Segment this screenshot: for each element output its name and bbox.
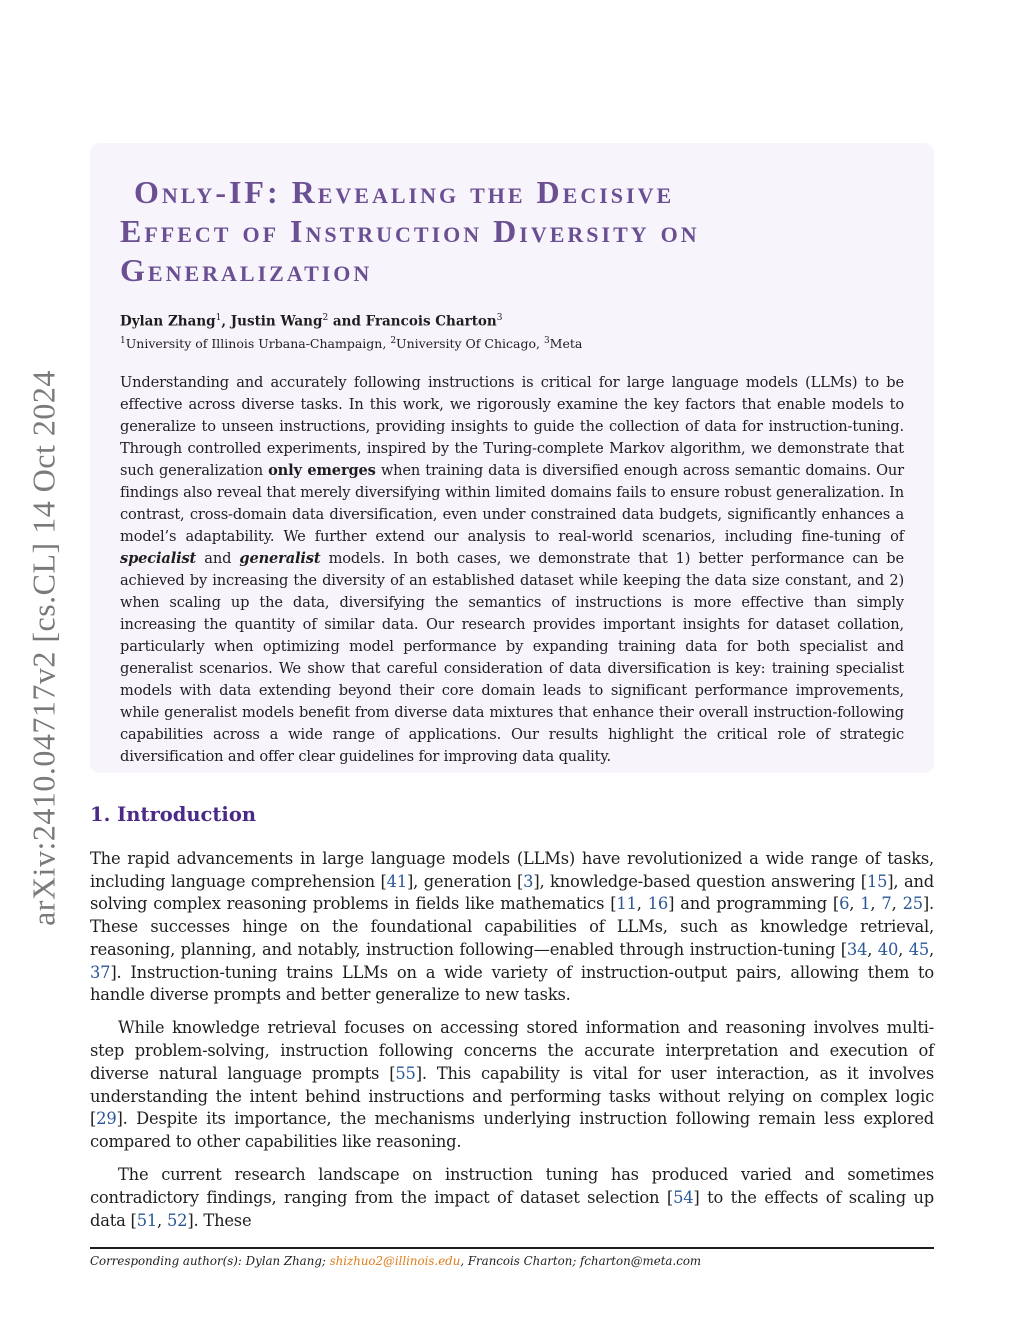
email-link[interactable]: shizhuo2@illinois.edu [329, 1254, 461, 1268]
citation-link[interactable]: 16 [647, 894, 669, 914]
abstract-emphasis-specialist: specialist [120, 549, 197, 567]
paper-title [120, 173, 904, 290]
body-text-run: ] and programming [ [668, 894, 840, 914]
author-affiliation-marker: 3 [496, 313, 503, 323]
body-text-run: ]. Despite its importance, the mechanisms underlying instruction following remain less explored compared to other capabilities like reasoning. [90, 1109, 934, 1151]
body-text-run: , [891, 894, 903, 914]
citation-link[interactable]: 55 [395, 1063, 416, 1083]
footnote-rule [90, 1247, 934, 1249]
footnote-text: , Francois Charton; [460, 1254, 581, 1268]
citation-link[interactable]: 34 [846, 939, 868, 959]
citation-link[interactable]: 15 [866, 871, 888, 891]
affiliation-marker: 1 [120, 335, 126, 346]
author-affiliation-marker: 1 [215, 313, 222, 323]
affiliation-name: University of Illinois Urbana-Champaign, [125, 335, 391, 351]
abstract-paragraph [120, 372, 904, 768]
citation-link[interactable]: 3 [523, 871, 534, 891]
affiliations [120, 331, 904, 354]
intro-paragraph-1 [90, 848, 934, 1007]
abstract-bold-phrase: only emerges [268, 461, 376, 479]
body-text-run: ]. Instruction-tuning trains LLMs on a wide variety of instruction-output pairs, allowing them to handle diverse prompts and better generalize to new tasks. [90, 962, 934, 1005]
abstract-text-part: models. In both cases, we demonstrate that 1) better performance can be achieved by increasing the diversity of an established dataset while keeping the data size constant, and 2) when scaling up the data, diversifying the semantics of instructions is more effective than simply increasing the quantity of similar data. Our research provides important insights for dataset collation, particularly when optimizing model performance by expanding training data for both specialist and generalist scenarios. We show that careful consideration of data diversification is key: training specialist models with data extending beyond their core domain leads to significant performance improvements, while generalist models benefit from diverse data mixtures that enhance their overall instruction-following capabilities across a wide range of applications. Our results highlight the critical role of strategic diversification and offer clear guidelines for improving data quality. [120, 549, 904, 765]
body-text-run: , [849, 894, 861, 914]
body-text-run: , [636, 894, 648, 914]
body-text-run: , [867, 939, 878, 959]
citation-link[interactable]: 41 [386, 871, 407, 891]
citation-link[interactable]: 52 [167, 1210, 188, 1230]
body-text-run: ]. This capability is vital for user interaction, as it involves understanding the intent behind instructions and performing tasks without relying on complex logic [ [90, 1063, 935, 1129]
affiliation-name: University Of Chicago, [396, 335, 544, 351]
body-text-run: , [929, 939, 934, 959]
title-line-3: Generalization [120, 252, 373, 288]
affiliation-marker: 2 [390, 335, 397, 346]
citation-link[interactable]: 54 [673, 1187, 694, 1207]
author-affiliation-marker: 2 [322, 313, 329, 323]
body-text-run: ]. These successes hinge on the foundational capabilities of LLMs, such as knowledge retrieval, reasoning, planning, and notably, instruction following—enabled through instruction-tuning [ [90, 894, 935, 959]
citation-link[interactable]: 25 [902, 894, 923, 914]
citation-link[interactable]: 1 [860, 894, 871, 914]
footnote-text: Corresponding author(s): Dylan Zhang; [90, 1254, 330, 1268]
title-abstract-box [90, 143, 934, 773]
body-text-run: The rapid advancements in large language models (LLMs) have revolutionized a wide range of tasks, including language comprehension [ [90, 849, 934, 891]
body-text-run: ], knowledge-based question answering [ [533, 871, 867, 891]
abstract-text-part: and [196, 549, 240, 567]
author-separator: and [328, 313, 366, 330]
section-heading-introduction: 1. Introduction [90, 803, 257, 826]
title-line-2: Effect of Instruction Diversity on [120, 213, 700, 249]
body-text-run: ]. These [187, 1210, 252, 1230]
corresponding-author-footnote [90, 1254, 701, 1268]
citation-link[interactable]: 40 [877, 939, 899, 959]
affiliation-name: Meta [549, 335, 583, 351]
body-text-run: , [898, 939, 909, 959]
body-text-run: , [157, 1210, 167, 1230]
affiliation-marker: 3 [543, 335, 550, 346]
introduction-body [90, 848, 934, 1243]
intro-paragraph-3 [90, 1164, 934, 1232]
citation-link[interactable]: 7 [881, 894, 892, 914]
abstract-emphasis-generalist: generalist [239, 549, 321, 567]
citation-link[interactable]: 37 [90, 962, 111, 982]
arxiv-identifier-stamp: arXiv:2410.04717v2 [cs.CL] 14 Oct 2024 [25, 370, 62, 926]
author-separator: , [221, 313, 231, 330]
body-text-run: ] to the effects of scaling up data [ [90, 1187, 934, 1230]
citation-link[interactable]: 45 [908, 939, 930, 959]
body-text-run: The current research landscape on instruction tuning has produced varied and sometimes contradictory findings, ranging from the impact of dataset selection [ [90, 1165, 934, 1207]
citation-link[interactable]: 6 [839, 894, 850, 914]
citation-link[interactable]: 29 [96, 1109, 117, 1129]
author-name: Justin Wang [230, 313, 323, 330]
abstract-text-part: when training data is diversified enough across semantic domains. Our findings also reveal that merely diversifying within limited domains fails to ensure robust generalization. In contrast, cross-domain data diversification, even under constrained data budgets, significantly enhances a model’s adaptability. We further extend our analysis to real-world scenarios, including fine-tuning of [120, 461, 904, 545]
intro-paragraph-2 [90, 1017, 934, 1153]
body-text-run: ], and solving complex reasoning problems in fields like mathematics [ [90, 871, 934, 914]
citation-link[interactable]: 11 [616, 894, 637, 914]
body-text-run: ], generation [ [407, 871, 524, 891]
body-text-run: While knowledge retrieval focuses on accessing stored information and reasoning involves multi-step problem-solving, instruction following concerns the accurate interpretation and execution of diverse natural language prompts [ [90, 1018, 934, 1083]
author-name: Francois Charton [365, 313, 497, 330]
citation-link[interactable]: 51 [136, 1210, 158, 1230]
title-line-1: Only-IF: Revealing the Decisive [134, 174, 675, 210]
author-name: Dylan Zhang [120, 313, 216, 330]
footnote-email: fcharton@meta.com [580, 1254, 702, 1268]
body-text-run: , [870, 894, 882, 914]
author-list [120, 309, 904, 331]
abstract-text-part: Understanding and accurately following instructions is critical for large language models (LLMs) to be effective across diverse tasks. In this work, we rigorously examine the key factors that enable models to generalize to unseen instructions, providing insights to guide the collection of data for instruction-tuning. Through controlled experiments, inspired by the Turing-complete Markov algorithm, we demonstrate that such generalization [120, 373, 904, 479]
